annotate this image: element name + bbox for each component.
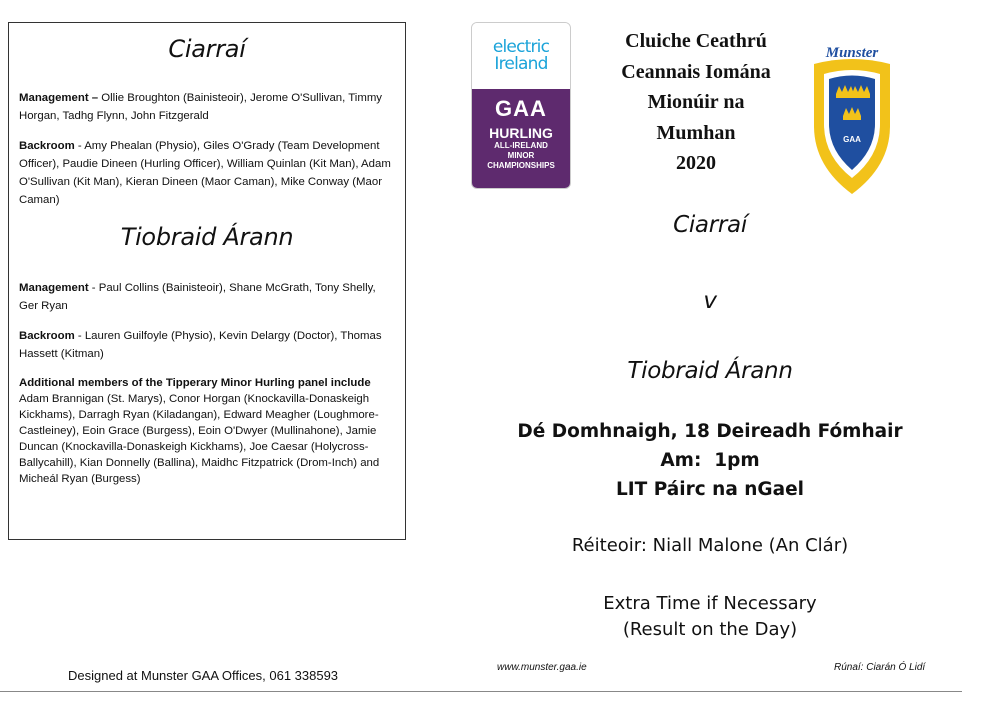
team2-management-label: Management (19, 282, 89, 294)
crown-base (852, 94, 870, 98)
match-time: Am: 1pm (660, 450, 760, 471)
result-note-text: (Result on the Day) (622, 619, 798, 640)
secretary-credit: Rúnaí: Ciarán Ó Lidí (834, 662, 926, 673)
match-date: Dé Domhnaigh, 18 Deireadh Fómhair (517, 421, 903, 442)
electric-ireland-gaa-logo (471, 22, 571, 189)
munster-crest-logo (802, 36, 902, 196)
team2-additional-label: Additional members of the Tipperary Minor Hurling panel include (19, 377, 371, 389)
team2-backroom (19, 327, 395, 363)
match-venue: LIT Páirc na nGael (616, 479, 804, 500)
title-line-5: 2020 (676, 152, 716, 174)
team2-heading: Tiobraid Árann (120, 223, 294, 251)
match-info (500, 417, 920, 504)
crest-gaa-label: GAA (843, 135, 861, 144)
team1-management (19, 89, 395, 125)
team1-backroom-label: Backroom (19, 140, 75, 152)
team1-heading: Ciarraí (168, 35, 246, 63)
title-line-3: Mionúir na (647, 91, 745, 113)
sponsor-line1: electric (492, 37, 550, 57)
team1-management-label: Management – (19, 92, 99, 104)
team2-additional (19, 375, 395, 487)
gaa-wordmark: GAA (495, 96, 547, 121)
website-link[interactable]: www.munster.gaa.ie (497, 662, 587, 673)
page-divider (0, 691, 962, 692)
team1-management-text: Ollie Broughton (Bainisteoir), Jerome O'Sullivan, Timmy Horgan, Tadhg Flynn, John Fitzgerald (19, 92, 383, 122)
team1-backroom (19, 137, 395, 209)
team2-additional-text: Adam Brannigan (St. Marys), Conor Horgan (Knockavilla-Donaskeigh Kickhams), Darragh Ryan (Kiladangan), Edward Meagher (Loughmore-Castleiney), Eoin Grace (Burgess), Eoin O'Dwyer (Mullinahone), Jamie Duncan (Knockavilla-Donaskeigh Kickhams), Joe Caesar (Holycross-Ballycahill), Kian Donnelly (Ballina), Maidhc Fitzpatrick (Drom-Inch) and Micheál Ryan (Burgess) (19, 393, 380, 485)
away-team (500, 358, 920, 384)
title-line-4: Mumhan (656, 121, 736, 144)
team2-management (19, 279, 395, 315)
electric-ireland-wordmark (472, 23, 570, 89)
extra-time-info (500, 591, 920, 643)
referee-info (500, 533, 920, 559)
home-team (500, 212, 920, 238)
all-ireland-label: ALL-IRELAND (494, 141, 548, 150)
crown-base (843, 116, 861, 120)
team2-backroom-label: Backroom (19, 330, 75, 342)
team2-backroom-text: - Lauren Guilfoyle (Physio), Kevin Delargy (Doctor), Thomas Hassett (Kitman) (19, 330, 382, 360)
home-team-name: Ciarraí (673, 212, 747, 238)
title-line-2: Ceannais Iomána (621, 60, 771, 83)
gaa-hurling-panel (472, 89, 570, 189)
team1-backroom-text: - Amy Phealan (Physio), Giles O'Grady (Team Development Officer), Paudie Dineen (Hurling Officer), William Quinlan (Kit Man), Adam O'Sullivan (Kit Man), Kieran Dineen (Maor Caman), Mike Conway (Maor Caman) (19, 140, 391, 206)
designed-by-footer: Designed at Munster GAA Offices, 061 338593 (68, 668, 339, 683)
championships-label: CHAMPIONSHIPS (487, 161, 555, 170)
away-team-name: Tiobraid Árann (627, 358, 793, 384)
crown-base (836, 94, 854, 98)
versus-text: v (703, 288, 717, 314)
hurling-label: HURLING (489, 125, 553, 141)
munster-wordmark: Munster (825, 45, 879, 61)
referee-text: Réiteoir: Niall Malone (An Clár) (571, 535, 849, 556)
team2-management-text: - Paul Collins (Bainisteoir), Shane McGrath, Tony Shelly, Ger Ryan (19, 282, 376, 312)
competition-title (596, 26, 796, 179)
sponsor-line2: Ireland (494, 54, 548, 74)
minor-label: MINOR (507, 151, 535, 160)
team-officials-panel (8, 22, 406, 540)
versus-label (500, 288, 920, 314)
extra-time-text: Extra Time if Necessary (603, 593, 817, 614)
title-line-1: Cluiche Ceathrú (625, 30, 767, 52)
